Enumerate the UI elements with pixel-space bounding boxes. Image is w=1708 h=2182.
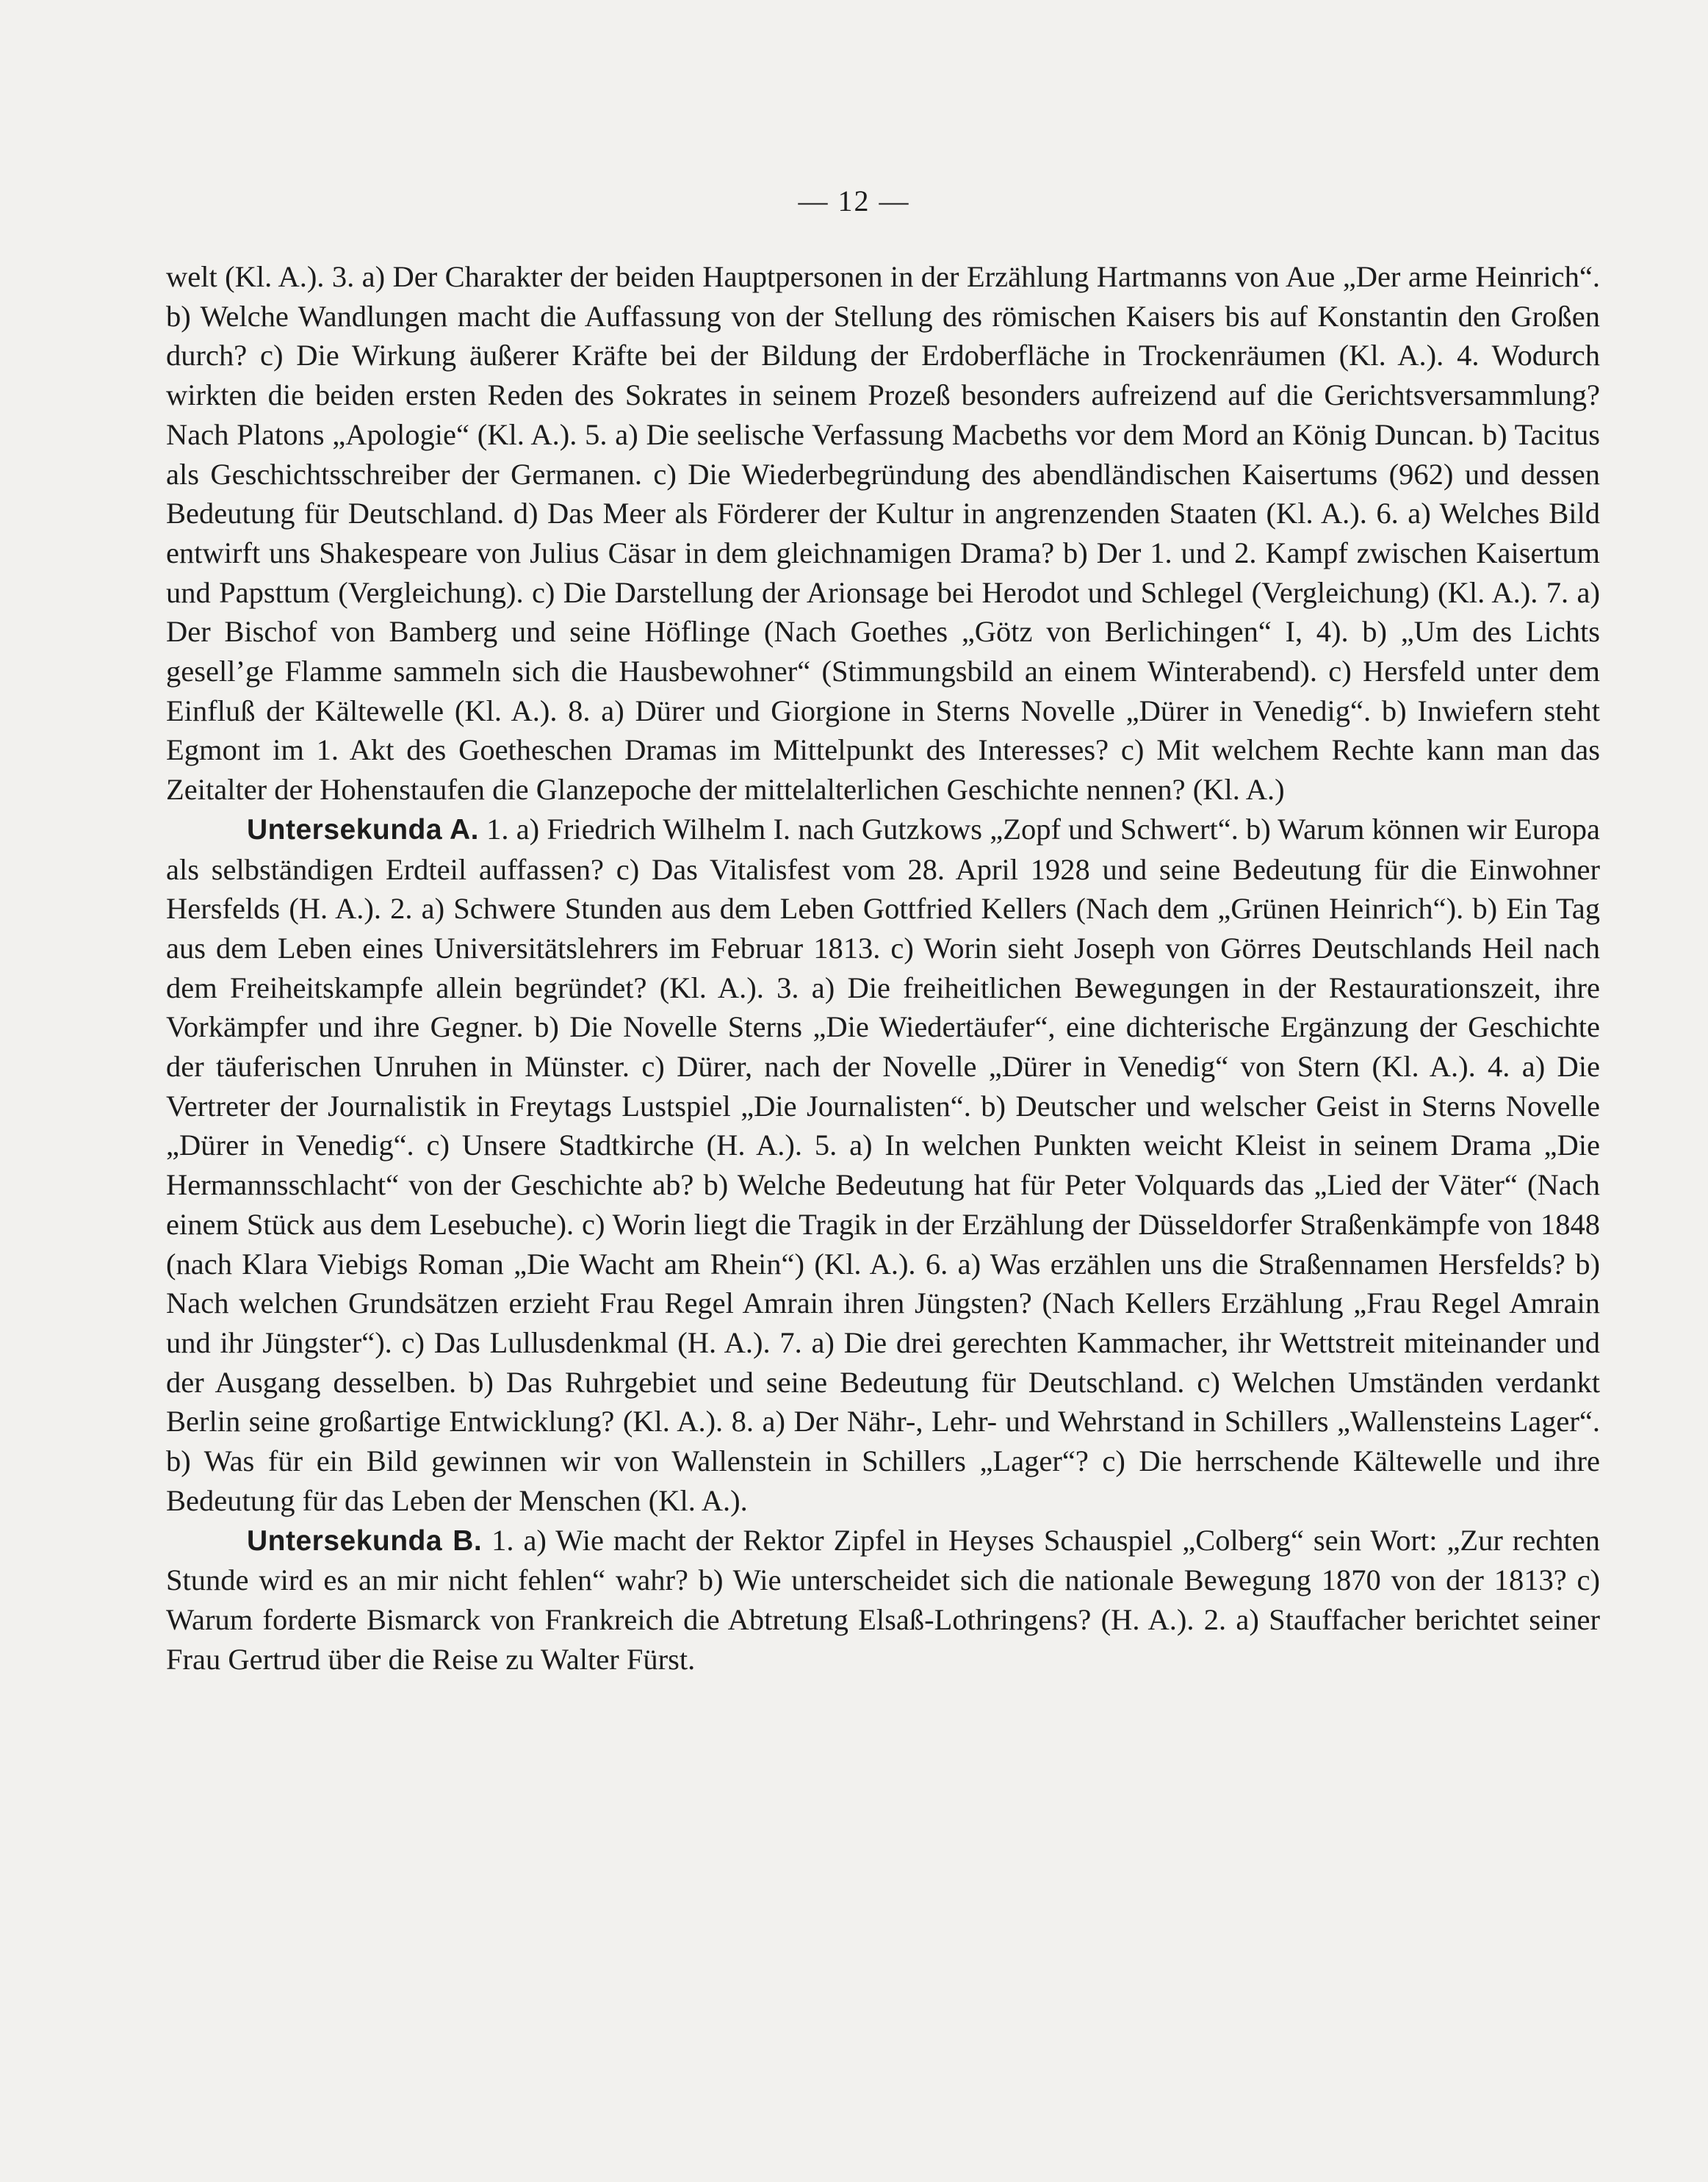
section-heading-untersekunda-a: Untersekunda A. [247, 813, 479, 846]
paragraph-text: 1. a) Friedrich Wilhelm I. nach Gutzkows „Zopf und Schwert“. b) Warum können wir Europa als selbständigen Erdteil auffassen? c) Das Vitalisfest vom 28. April 1928 und seine Bedeutung für die Einwohner Hersfelds (H. A.). 2. a) Schwere Stunden aus dem Leben Gottfried Kellers (Nach dem „Grünen Heinrich“). b) Ein Tag aus dem Leben eines Universitätslehrers im Februar 1813. c) Worin sieht Joseph von Görres Deutschlands Heil nach dem Freiheitskampfe allein begründet? (Kl. A.). 3. a) Die freiheitlichen Bewegungen in der Restaurationszeit, ihre Vorkämpfer und ihre Gegner. b) Die Novelle Sterns „Die Wiedertäufer“, eine dichterische Ergänzung der Geschichte der täuferischen Unruhen in Münster. c) Dürer, nach der Novelle „Dürer in Venedig“ von Stern (Kl. A.). 4. a) Die Vertreter der Journalistik in Freytags Lustspiel „Die Journalisten“. b) Deutscher und welscher Geist in Sterns Novelle „Dürer in Venedig“. c) Unsere Stadtkirche (H. A.). 5. a) In welchen Punkten weicht Kleist in seinem Drama „Die Hermannsschlacht“ von der Geschichte ab? b) Welche Bedeutung hat für Peter Volquards das „Lied der Väter“ (Nach einem Stück aus dem Lesebuche). c) Worin liegt die Tragik in der Erzählung der Düsseldorfer Straßenkämpfe von 1848 (nach Klara Viebigs Roman „Die Wacht am Rhein“) (Kl. A.). 6. a) Was erzählen uns die Straßennamen Hersfelds? b) Nach welchen Grundsätzen erzieht Frau Regel Amrain ihren Jüngsten? (Nach Kellers Erzählung „Frau Regel Amrain und ihr Jüngster“). c) Das Lullusdenkmal (H. A.). 7. a) Die drei gerechten Kammacher, ihr Wettstreit miteinander und der Ausgang desselben. b) Das Ruhrgebiet und seine Bedeutung für Deutschland. c) Welchen Umständen verdankt Berlin seine großartige Entwicklung? (Kl. A.). 8. a) Der Nähr-, Lehr- und Wehrstand in Schillers „Wallensteins Lager“. b) Was für ein Bild gewinnen wir von Wallenstein in Schillers „Lager“? c) Die herrschende Kältewelle und ihre Bedeutung für das Leben der Menschen (Kl. A.). [166, 812, 1600, 1517]
paragraph-oberstufe-continuation [166, 257, 1600, 810]
paragraph-untersekunda-a [166, 810, 1600, 1521]
page-number: — 12 — [798, 184, 910, 217]
body-text [166, 257, 1600, 1679]
paragraph-text: 1. a) Wie macht der Rektor Zipfel in Heyses Schauspiel „Colberg“ sein Wort: „Zur rechten Stunde wird es an mir nicht fehlen“ wahr? b) Wie unterscheidet sich die nationale Bewegung 1870 von der 1813? c) Warum forderte Bismarck von Frankreich die Abtretung Elsaß-Lothringens? (H. A.). 2. a) Stauffacher berichtet seiner Frau Gertrud über die Reise zu Walter Fürst. [166, 1523, 1601, 1676]
paragraph-untersekunda-b [166, 1521, 1600, 1679]
section-heading-untersekunda-b: Untersekunda B. [247, 1524, 483, 1557]
paragraph-text: welt (Kl. A.). 3. a) Der Charakter der beiden Hauptpersonen in der Erzählung Hartmanns von Aue „Der arme Heinrich“. b) Welche Wandlungen macht die Auffassung von der Stellung des römischen Kaisers bis auf Konstantin den Großen durch? c) Die Wirkung äußerer Kräfte bei der Bildung der Erdoberfläche in Trockenräumen (Kl. A.). 4. Wodurch wirkten die beiden ersten Reden des Sokrates in seinem Prozeß besonders aufreizend auf die Gerichtsversammlung? Nach Platons „Apologie“ (Kl. A.). 5. a) Die seelische Verfassung Macbeths vor dem Mord an König Duncan. b) Tacitus als Geschichtsschreiber der Germanen. c) Die Wiederbegründung des abendländischen Kaisertums (962) und dessen Bedeutung für Deutschland. d) Das Meer als Förderer der Kultur in angrenzenden Staaten (Kl. A.). 6. a) Welches Bild entwirft uns Shakespeare von Julius Cäsar in dem gleichnamigen Drama? b) Der 1. und 2. Kampf zwischen Kaisertum und Papsttum (Vergleichung). c) Die Darstellung der Arionsage bei Herodot und Schlegel (Vergleichung) (Kl. A.). 7. a) Der Bischof von Bamberg und seine Höflinge (Nach Goethes „Götz von Berlichingen“ I, 4). b) „Um des Lichts gesell’ge Flamme sammeln sich die Hausbewohner“ (Stimmungsbild an einem Winterabend). c) Hersfeld unter dem Einfluß der Kältewelle (Kl. A.). 8. a) Dürer und Giorgione in Sterns Novelle „Dürer in Venedig“. b) Inwiefern steht Egmont im 1. Akt des Goetheschen Dramas im Mittelpunkt des Interesses? c) Mit welchem Rechte kann man das Zeitalter der Hohenstaufen die Glanzepoche der mittelalterlichen Geschichte nennen? (Kl. A.) [166, 260, 1600, 807]
